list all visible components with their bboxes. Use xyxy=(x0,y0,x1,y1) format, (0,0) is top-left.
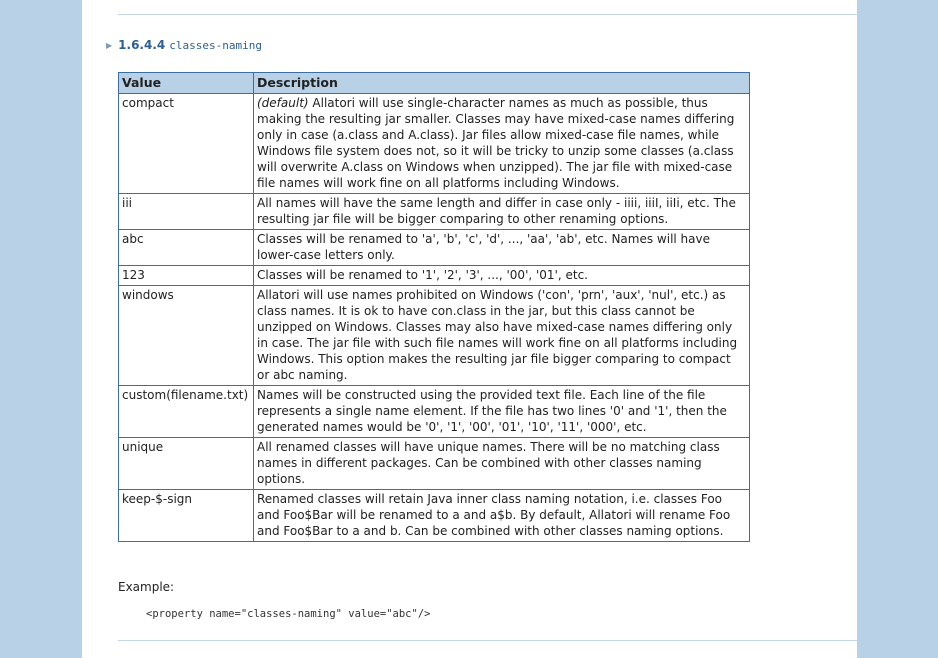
option-description: All names will have the same length and differ in case only - iiii, iiiI, iiIi, etc. The resulting jar file will be bigger comparing to other renaming options. xyxy=(254,194,750,230)
option-value: abc xyxy=(119,230,254,266)
option-description: Allatori will use names prohibited on Windows ('con', 'prn', 'aux', 'nul', etc.) as class names. It is ok to have con.class in the jar, but this class cannot be unzipped on Windows. Classes may also have mixed-case names differing only in case. The jar file with such file names will work fine on all platforms including Windows. This option makes the resulting jar file bigger comparing to compact or abc naming. xyxy=(254,286,750,386)
section-number: 1.6.4.4 xyxy=(118,38,166,52)
table-row xyxy=(119,230,750,266)
option-description: Classes will be renamed to '1', '2', '3', ..., '00', '01', etc. xyxy=(254,266,750,286)
table-row xyxy=(119,438,750,490)
table-row xyxy=(119,490,750,542)
option-description: Names will be constructed using the provided text file. Each line of the file represents a single name element. If the file has two lines '0' and '1', then the generated names would be '0', '1', '00', '01', '10', '11', '000', etc. xyxy=(254,386,750,438)
table-row xyxy=(119,286,750,386)
example-label: Example: xyxy=(118,580,175,594)
table-row xyxy=(119,386,750,438)
option-value: custom(filename.txt) xyxy=(119,386,254,438)
section-heading[interactable] xyxy=(106,38,262,52)
options-table xyxy=(118,72,750,542)
section-name: classes-naming xyxy=(169,39,262,52)
example-code: <property name="classes-naming" value="abc"/> xyxy=(146,608,431,620)
table-row xyxy=(119,194,750,230)
option-description: Classes will be renamed to 'a', 'b', 'c', 'd', ..., 'aa', 'ab', etc. Names will have lower-case letters only. xyxy=(254,230,750,266)
bottom-divider xyxy=(118,640,857,641)
option-description xyxy=(254,94,750,194)
top-divider xyxy=(118,14,857,15)
table-row xyxy=(119,94,750,194)
option-value: iii xyxy=(119,194,254,230)
option-value: compact xyxy=(119,94,254,194)
table-header-row xyxy=(119,73,750,94)
option-value: unique xyxy=(119,438,254,490)
option-value: keep-$-sign xyxy=(119,490,254,542)
table-row xyxy=(119,266,750,286)
header-value: Value xyxy=(119,73,254,94)
option-description: Renamed classes will retain Java inner class naming notation, i.e. classes Foo and Foo$Bar will be renamed to a and a$b. By default, Allatori will rename Foo and Foo$Bar to a and b. Can be combined with other classes naming options. xyxy=(254,490,750,542)
option-value: windows xyxy=(119,286,254,386)
option-description: All renamed classes will have unique names. There will be no matching class names in different packages. Can be combined with other classes naming options. xyxy=(254,438,750,490)
content-page xyxy=(82,0,857,658)
default-marker: (default) xyxy=(257,96,309,110)
option-value: 123 xyxy=(119,266,254,286)
description-text: Allatori will use single-character names as much as possible, thus making the resulting jar smaller. Classes may have mixed-case names differing only in case (a.class and A.class). Jar files allow mixed-case file names, while Windows file system does not, so it will be tricky to unzip some classes (a.class will overwrite A.class on Windows when unzipped). The jar file with mixed-case file names will work fine on all platforms including Windows. xyxy=(257,96,735,190)
expand-arrow-icon[interactable]: ▶ xyxy=(106,41,113,50)
header-description: Description xyxy=(254,73,750,94)
